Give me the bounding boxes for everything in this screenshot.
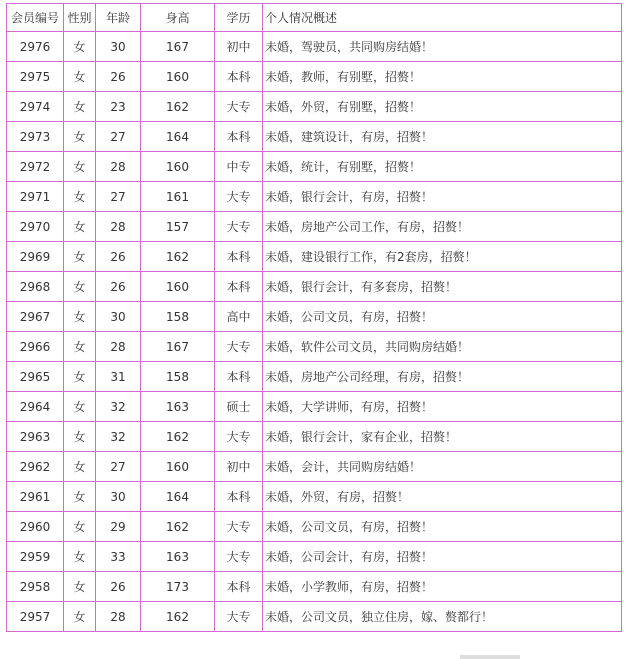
description-cell: 未婚，银行会计，有房，招赘！ [263,182,622,212]
age-cell: 29 [96,512,141,542]
member-id-cell: 2972 [7,152,64,182]
member-table-body [7,32,622,632]
age-cell: 30 [96,302,141,332]
gender-cell: 女 [64,272,96,302]
description-cell: 未婚，建筑设计，有房，招赘！ [263,122,622,152]
education-cell: 大专 [215,542,263,572]
height-cell: 157 [141,212,215,242]
gender-cell: 女 [64,572,96,602]
age-cell: 30 [96,32,141,62]
education-cell: 本科 [215,362,263,392]
height-cell: 162 [141,92,215,122]
description-cell: 未婚，大学讲师，有房，招赘！ [263,392,622,422]
gender-cell: 女 [64,62,96,92]
age-cell: 27 [96,452,141,482]
member-id-cell: 2964 [7,392,64,422]
gender-cell: 女 [64,542,96,572]
age-cell: 31 [96,362,141,392]
gender-cell: 女 [64,392,96,422]
age-cell: 23 [96,92,141,122]
description-cell: 未婚，驾驶员，共同购房结婚！ [263,32,622,62]
table-row [7,152,622,182]
header-education: 学历 [215,4,263,32]
education-cell: 本科 [215,122,263,152]
member-id-cell: 2967 [7,302,64,332]
description-cell: 未婚，公司文员，独立住房，嫁、赘都行！ [263,602,622,632]
description-cell: 未婚，房地产公司经理，有房，招赘！ [263,362,622,392]
description-cell: 未婚，建设银行工作，有2套房，招赘！ [263,242,622,272]
member-id-cell: 2961 [7,482,64,512]
description-cell: 未婚，外贸，有房，招赘！ [263,482,622,512]
education-cell: 大专 [215,332,263,362]
gender-cell: 女 [64,512,96,542]
education-cell: 大专 [215,602,263,632]
table-row [7,542,622,572]
table-row [7,182,622,212]
description-cell: 未婚，小学教师，有房，招赘！ [263,572,622,602]
education-cell: 初中 [215,32,263,62]
education-cell: 大专 [215,512,263,542]
gender-cell: 女 [64,362,96,392]
table-row [7,362,622,392]
table-row [7,122,622,152]
description-cell: 未婚，教师，有别墅，招赘！ [263,62,622,92]
member-id-cell: 2966 [7,332,64,362]
member-id-cell: 2960 [7,512,64,542]
age-cell: 26 [96,572,141,602]
height-cell: 160 [141,152,215,182]
education-cell: 本科 [215,272,263,302]
description-cell: 未婚，会计，共同购房结婚！ [263,452,622,482]
height-cell: 173 [141,572,215,602]
height-cell: 160 [141,272,215,302]
gender-cell: 女 [64,482,96,512]
table-row [7,512,622,542]
age-cell: 27 [96,182,141,212]
education-cell: 初中 [215,452,263,482]
header-height: 身高 [141,4,215,32]
header-gender: 性别 [64,4,96,32]
gender-cell: 女 [64,212,96,242]
description-cell: 未婚，公司文员，有房，招赘！ [263,512,622,542]
age-cell: 30 [96,482,141,512]
height-cell: 160 [141,452,215,482]
height-cell: 164 [141,122,215,152]
member-id-cell: 2965 [7,362,64,392]
height-cell: 158 [141,302,215,332]
education-cell: 大专 [215,92,263,122]
description-cell: 未婚，公司会计，有房，招赘！ [263,542,622,572]
table-row [7,422,622,452]
age-cell: 28 [96,152,141,182]
gender-cell: 女 [64,122,96,152]
age-cell: 32 [96,422,141,452]
gender-cell: 女 [64,332,96,362]
age-cell: 27 [96,122,141,152]
table-row [7,332,622,362]
member-id-cell: 2975 [7,62,64,92]
age-cell: 32 [96,392,141,422]
age-cell: 28 [96,332,141,362]
gender-cell: 女 [64,452,96,482]
description-cell: 未婚，银行会计，家有企业，招赘！ [263,422,622,452]
header-description: 个人情况概述 [263,4,622,32]
education-cell: 大专 [215,182,263,212]
bottom-edge-strip [460,655,520,659]
gender-cell: 女 [64,242,96,272]
table-row [7,212,622,242]
height-cell: 158 [141,362,215,392]
table-row [7,572,622,602]
age-cell: 28 [96,602,141,632]
member-id-cell: 2976 [7,32,64,62]
education-cell: 硕士 [215,392,263,422]
height-cell: 162 [141,242,215,272]
table-row [7,302,622,332]
member-id-cell: 2971 [7,182,64,212]
table-row [7,92,622,122]
education-cell: 高中 [215,302,263,332]
description-cell: 未婚，软件公司文员，共同购房结婚！ [263,332,622,362]
height-cell: 167 [141,332,215,362]
member-id-cell: 2973 [7,122,64,152]
age-cell: 33 [96,542,141,572]
gender-cell: 女 [64,92,96,122]
table-row [7,392,622,422]
member-id-cell: 2974 [7,92,64,122]
gender-cell: 女 [64,422,96,452]
height-cell: 162 [141,422,215,452]
height-cell: 163 [141,542,215,572]
description-cell: 未婚，银行会计，有多套房，招赘！ [263,272,622,302]
education-cell: 本科 [215,482,263,512]
height-cell: 163 [141,392,215,422]
height-cell: 164 [141,482,215,512]
description-cell: 未婚，外贸，有别墅，招赘！ [263,92,622,122]
member-id-cell: 2958 [7,572,64,602]
member-id-cell: 2959 [7,542,64,572]
table-row [7,62,622,92]
gender-cell: 女 [64,302,96,332]
table-row [7,602,622,632]
table-header-row [7,4,622,32]
education-cell: 本科 [215,242,263,272]
age-cell: 28 [96,212,141,242]
gender-cell: 女 [64,32,96,62]
member-table [6,3,622,632]
header-member-id: 会员编号 [7,4,64,32]
table-row [7,272,622,302]
height-cell: 162 [141,602,215,632]
member-id-cell: 2970 [7,212,64,242]
description-cell: 未婚，公司文员，有房，招赘！ [263,302,622,332]
age-cell: 26 [96,62,141,92]
table-row [7,452,622,482]
member-id-cell: 2962 [7,452,64,482]
education-cell: 中专 [215,152,263,182]
table-row [7,242,622,272]
education-cell: 本科 [215,572,263,602]
member-id-cell: 2957 [7,602,64,632]
education-cell: 大专 [215,212,263,242]
member-id-cell: 2969 [7,242,64,272]
gender-cell: 女 [64,602,96,632]
height-cell: 160 [141,62,215,92]
age-cell: 26 [96,242,141,272]
age-cell: 26 [96,272,141,302]
education-cell: 本科 [215,62,263,92]
table-row [7,482,622,512]
member-id-cell: 2963 [7,422,64,452]
table-row [7,32,622,62]
height-cell: 161 [141,182,215,212]
header-age: 年龄 [96,4,141,32]
description-cell: 未婚，房地产公司工作，有房，招赘！ [263,212,622,242]
gender-cell: 女 [64,182,96,212]
height-cell: 162 [141,512,215,542]
gender-cell: 女 [64,152,96,182]
description-cell: 未婚，统计，有别墅，招赘！ [263,152,622,182]
height-cell: 167 [141,32,215,62]
member-id-cell: 2968 [7,272,64,302]
member-table-container [6,3,622,632]
education-cell: 大专 [215,422,263,452]
